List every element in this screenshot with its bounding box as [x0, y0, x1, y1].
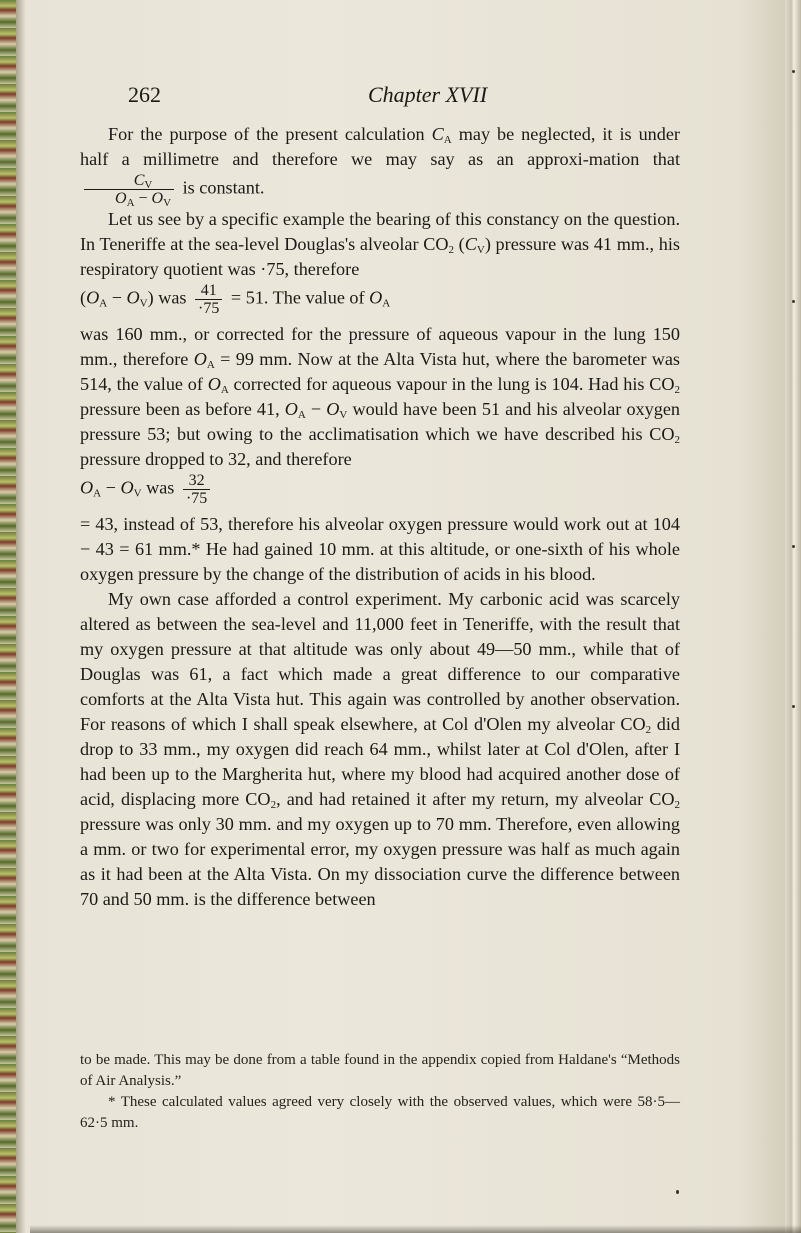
variable: O — [207, 374, 221, 394]
subscript: 2 — [674, 799, 680, 811]
variable: O — [326, 399, 340, 419]
text: = 99 mm. Now at the Alta Vista hut, where the barometer was 514, the value of — [80, 349, 681, 394]
text: ( — [453, 234, 465, 254]
page-edge — [785, 0, 801, 1233]
subscript: V — [139, 297, 148, 310]
running-title: Chapter XVII — [368, 82, 488, 107]
variable: O — [151, 190, 164, 207]
variable: C — [431, 124, 444, 144]
subscript: 2 — [674, 384, 680, 396]
book-binding — [0, 0, 16, 1233]
fraction-numerator: 32 — [183, 472, 210, 490]
subscript: A — [93, 487, 102, 500]
subscript: A — [99, 297, 108, 310]
fraction-denominator: ·75 — [185, 490, 208, 507]
variable: O — [369, 287, 383, 308]
variable: C — [133, 172, 145, 189]
fraction-numerator: 41 — [195, 282, 222, 300]
subscript: A — [206, 359, 215, 371]
fraction-denominator: ·75 — [198, 300, 220, 317]
variable: O — [115, 190, 127, 207]
text: Let us see by a specific example the bearing of this constancy on the question. In Teneriffe at the sea-level Douglas's alveolar CO — [80, 209, 680, 254]
page-number: 262 — [128, 82, 161, 107]
subscript: V — [476, 244, 485, 256]
text: would have been 51 and his alveolar oxygen pressure 53; but owing to the acclimatisation which we have described his CO — [80, 399, 680, 444]
text: pressure been as before 41, — [80, 399, 285, 419]
variable: C — [464, 234, 477, 254]
text: − — [305, 399, 327, 419]
subscript: A — [297, 409, 306, 421]
operator: − — [107, 287, 127, 308]
page-header — [128, 82, 688, 112]
edge-mark — [792, 300, 795, 303]
fraction-denominator — [84, 190, 174, 207]
fraction — [84, 172, 174, 207]
print-speck — [676, 1190, 679, 1194]
variable: O — [284, 399, 298, 419]
text: For the purpose of the present calculation — [108, 124, 432, 144]
paragraph-2 — [80, 207, 680, 587]
subscript: A — [126, 197, 135, 209]
operator: − — [134, 190, 152, 207]
text: ) was — [147, 287, 192, 308]
text: = 51. The value of — [226, 287, 370, 308]
page-bottom-shadow — [30, 1225, 801, 1233]
text: was — [141, 477, 179, 498]
formula-line — [80, 282, 680, 322]
subscript: A — [220, 384, 229, 396]
subscript: V — [144, 179, 153, 191]
subscript: V — [339, 409, 348, 421]
operator: − — [101, 477, 121, 498]
edge-mark — [792, 545, 795, 548]
edge-mark — [792, 70, 795, 73]
variable: O — [120, 477, 134, 498]
text: My own case afforded a control experiment. My carbonic acid was scarcely altered as between the sea-level and 11,000 feet in Teneriffe, with the result that my oxygen pressure at that altitude was only about 49—50 mm., while that of Douglas was 61, a fact which made a great difference to our comparative comforts at the Alta Vista hut. This again was controlled by another observation. For reasons of which I shall speak elsewhere, at Col d'Olen my alveolar CO — [80, 589, 680, 734]
fraction — [195, 282, 222, 317]
variable: O — [86, 287, 100, 308]
variable: O — [80, 477, 94, 498]
text: was 160 mm., or corrected for the pressure of aqueous vapour in the lung 150 mm., therefore — [80, 324, 680, 369]
operator: ( — [80, 287, 87, 308]
text: is constant. — [178, 177, 265, 198]
footnote-continuation: to be made. This may be done from a table found in the appendix copied from Haldane's “Methods of Air Analysis.” — [80, 1052, 680, 1089]
text: = 43, instead of 53, therefore his alveolar oxygen pressure would work out at 104 − 43 = 61 mm.* He had gained 10 mm. at this altitude, or one-sixth of his whole oxygen pressure by the change of the distribution of acids in his blood. — [80, 514, 680, 584]
variable: O — [126, 287, 140, 308]
subscript: 2 — [448, 244, 454, 256]
fraction — [183, 472, 210, 507]
variable: O — [193, 349, 207, 369]
subscript: A — [443, 134, 452, 146]
subscript: A — [382, 297, 391, 310]
subscript: V — [163, 197, 172, 209]
text: pressure was only 30 mm. and my oxygen up to 70 mm. Therefore, even allowing a mm. or two for experimental error, my oxygen pressure was half as much again as it had been at the Alta Vista. On my dissociation curve the difference between 70 and 50 mm. is the difference between — [80, 814, 680, 909]
text: corrected for aqueous vapour in the lung is 104. Had his CO — [228, 374, 675, 394]
subscript: 2 — [645, 724, 652, 736]
gutter-shadow — [16, 0, 26, 1233]
subscript: 2 — [270, 799, 277, 811]
text: did drop to 33 mm., my oxygen did reach 64 mm., whilst later at Col d'Olen, after I had been up to the Margherita hut, where my blood had acquired another dose of acid, displacing more CO — [80, 714, 680, 809]
paragraph-1 — [80, 122, 680, 207]
text: ) pressure was 41 mm., his respiratory quotient was ·75, therefore — [80, 234, 680, 279]
subscript: 2 — [674, 434, 680, 446]
footnotes — [80, 1050, 680, 1134]
paragraph-3 — [80, 587, 680, 912]
edge-mark — [792, 705, 795, 708]
text: may be neglected, it is under half a millimetre and therefore we may say as an approxi-mation that — [80, 124, 680, 169]
fraction-numerator — [84, 172, 174, 190]
subscript: V — [133, 487, 142, 500]
text: pressure dropped to 32, and therefore — [80, 449, 352, 469]
footnote-asterisk: * These calculated values agreed very closely with the observed values, which were 58·5—62·5 mm. — [80, 1094, 680, 1131]
body-text — [80, 122, 680, 912]
text: , and had retained it after my return, my alveolar CO — [276, 789, 675, 809]
formula-line — [80, 472, 680, 512]
